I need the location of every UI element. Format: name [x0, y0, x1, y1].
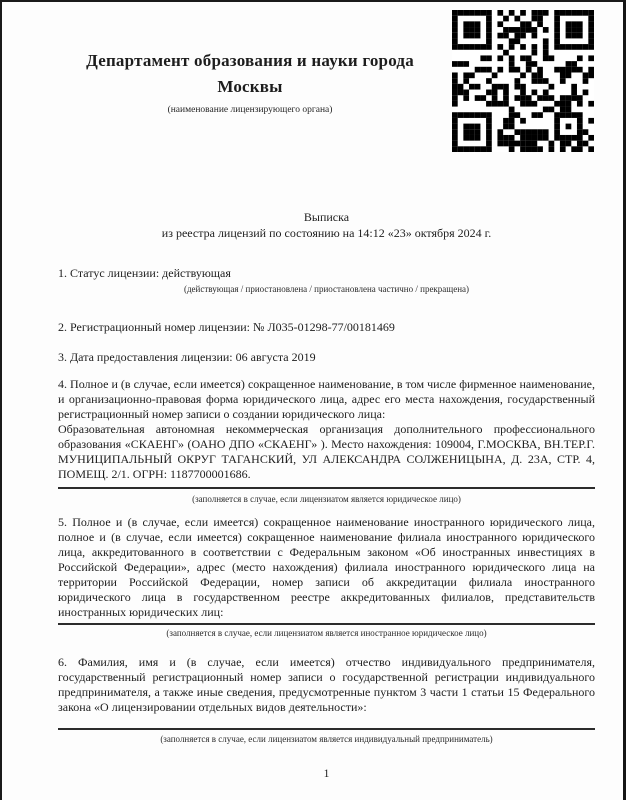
- section-individual-entrepreneur: [58, 655, 595, 745]
- section-text: 3. Дата предоставления лицензии: 06 августа 2019: [58, 350, 316, 364]
- section-foreign-entity: [58, 515, 595, 639]
- document-subtitle: из реестра лицензий по состоянию на 14:12 «23» октября 2024 г.: [161, 226, 492, 240]
- authority-name-line1: Департамент образования и науки города: [86, 51, 414, 70]
- section-caption: (заполняется в случае, если лицензиатом является индивидуальный предприниматель): [160, 734, 493, 744]
- fill-line: [58, 728, 595, 730]
- section-caption: (действующая / приостановлена / приостановлена частично / прекращена): [183, 284, 470, 294]
- fill-line: [58, 487, 595, 489]
- section-text: 4. Полное и (в случае, если имеется) сокращенное наименование, в том числе фирменное наименование, и организационно-правовая форма юридического лица, адрес его места нахождения, государственный регистрационный номер записи о создании юридического лица:: [58, 377, 595, 421]
- section-license-status: [58, 266, 595, 295]
- section-text: 2. Регистрационный номер лицензии: № Л035-01298-77/00181469: [58, 320, 395, 334]
- fill-line: [58, 623, 595, 625]
- section-registration-number: [58, 320, 595, 335]
- section-text: 5. Полное и (в случае, если имеется) сокращенное наименование иностранного юридического лица, полное и (в случае, если имеется) сокращенное наименование филиала иностранного юридического лица, аккредитованного в соответствии с Федеральным законом «Об иностранных инвестициях в Российской Федерации», адрес (место нахождения) филиала иностранного юридического лица на территории Российской Федерации, номер записи об аккредитации филиала иностранного юридического лица в государственном реестре аккредитованных филиалов, представительств иностранных юридических лиц:: [58, 515, 595, 619]
- page-number: 1: [323, 768, 330, 780]
- document-body: [58, 266, 595, 745]
- section-license-date: [58, 350, 595, 365]
- section-text: 1. Статус лицензии: действующая: [58, 266, 231, 280]
- qr-code-icon: [452, 10, 594, 155]
- section-legal-entity: [58, 377, 595, 505]
- licensing-authority-header: [58, 48, 442, 116]
- authority-name-line2: Москвы: [217, 77, 283, 96]
- document-title-block: [58, 209, 595, 241]
- document-title: Выписка: [303, 210, 350, 224]
- section-caption: (заполняется в случае, если лицензиатом является юридическое лицо): [192, 494, 461, 504]
- section-text: 6. Фамилия, имя и (в случае, если имеется) отчество индивидуального предпринимателя, государственный регистрационный номер записи о государственной регистрации индивидуального предпринимателя, а также иные сведения, предусмотренные пунктом 3 части 1 статьи 15 Федерального закона «О лицензировании отдельных видов деятельности»:: [58, 655, 595, 714]
- section-caption: (заполняется в случае, если лицензиатом является иностранное юридическое лицо): [166, 628, 487, 638]
- section-value: Образовательная автономная некоммерческая организация дополнительного профессионального образования «СКАЕНГ» (ОАНО ДПО «СКАЕНГ» ). Место нахождения: 109004, Г.МОСКВА, ВН.ТЕР.Г. МУНИЦИПАЛЬНЫЙ ОКРУГ ТАГАНСКИЙ, УЛ АЛЕКСАНДРА СОЛЖЕНИЦЫНА, Д. 23А, СТР. 4, ПОМЕЩ. 2/1. ОГРН: 1187700001686.: [58, 422, 595, 481]
- authority-caption: (наименование лицензирующего органа): [167, 105, 333, 115]
